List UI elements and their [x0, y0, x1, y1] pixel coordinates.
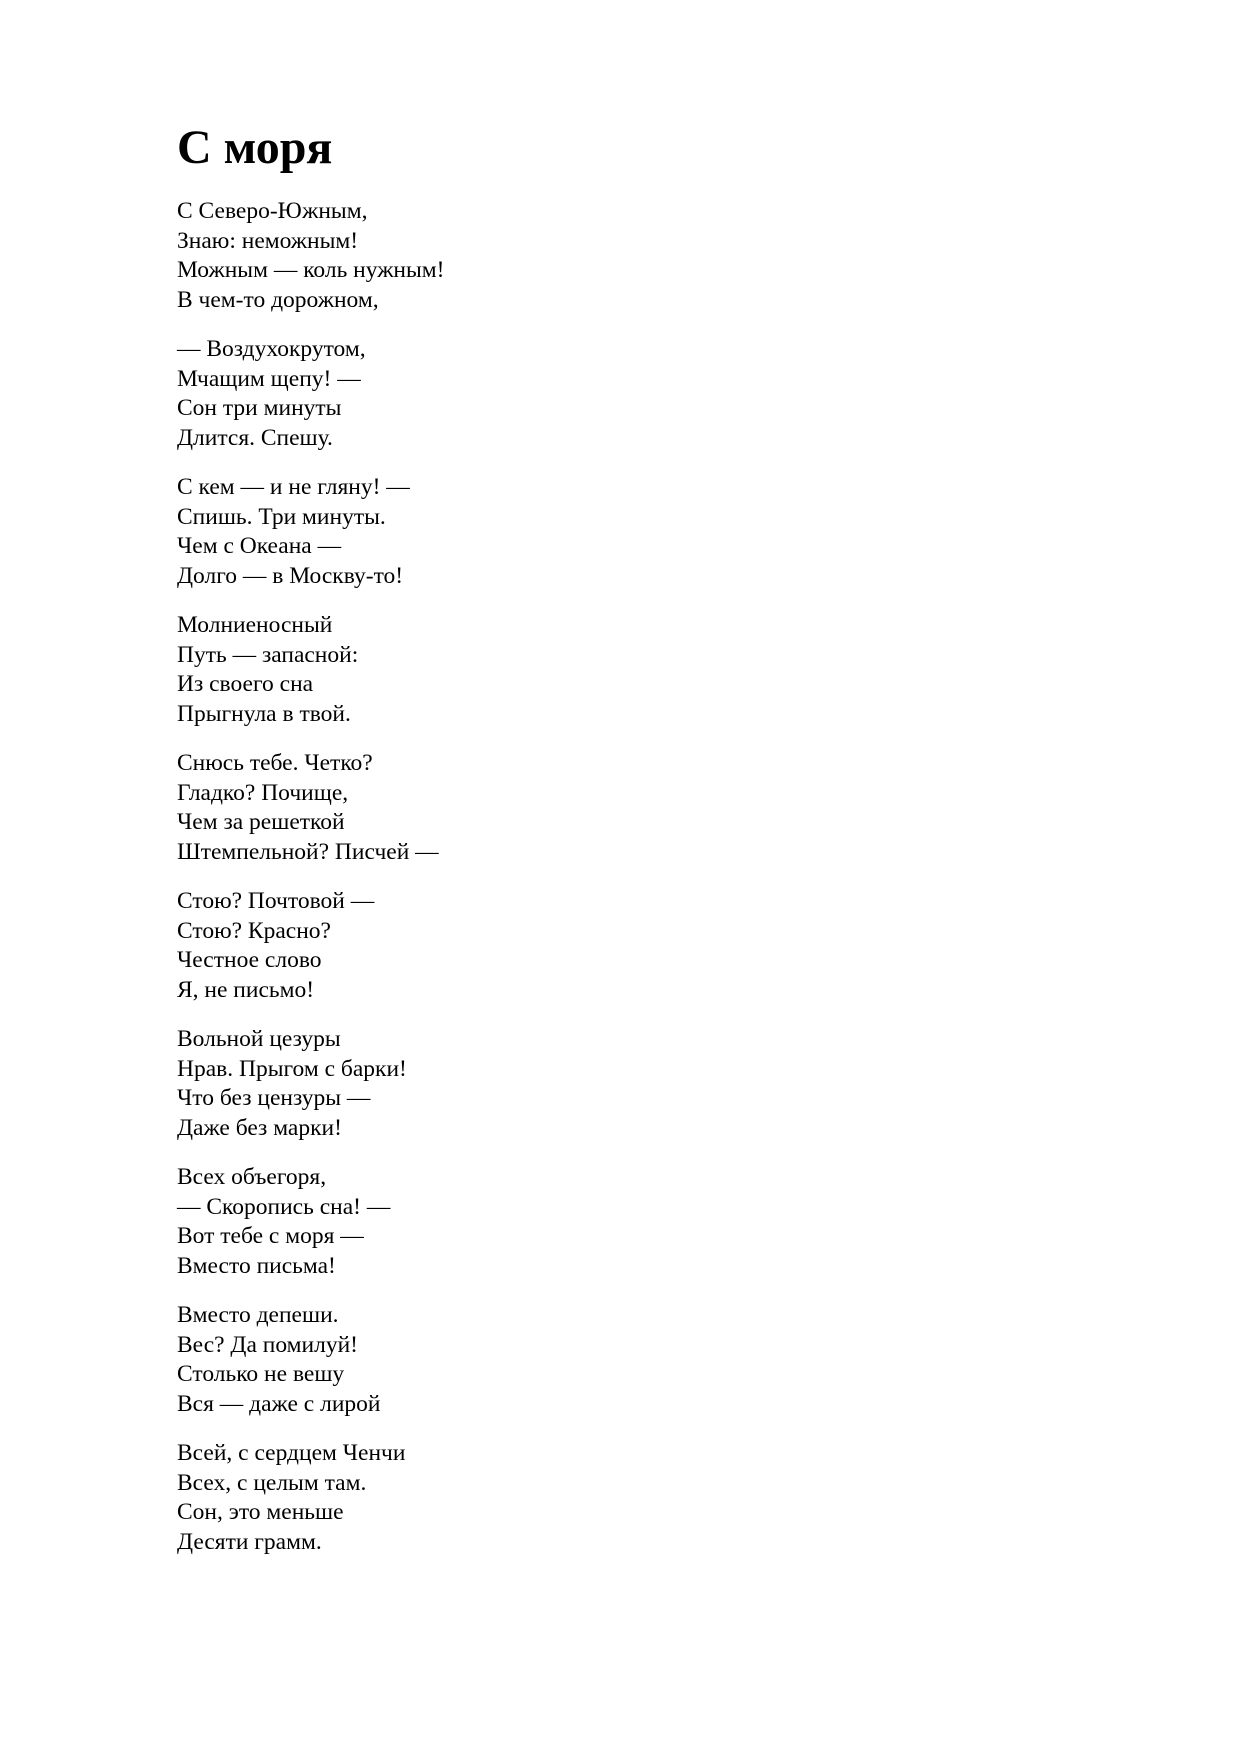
stanza-2	[177, 335, 445, 453]
poem-line: Стою? Почтовой —	[177, 888, 375, 914]
stanza-1	[177, 197, 445, 315]
poem-line: Я, не письмо!	[177, 976, 315, 1003]
poem-line: Сон три минуты	[177, 395, 342, 421]
poem-line: Честное слово	[177, 947, 322, 973]
poem-body	[177, 197, 445, 1577]
poem-line: Вся — даже с лирой	[177, 1390, 381, 1417]
poem-line: Гладко? Почище,	[177, 779, 349, 806]
poem-line: Даже без марки!	[177, 1114, 342, 1141]
poem-line: Нрав. Прыгом с барки!	[177, 1055, 407, 1082]
poem-line: Можным — коль нужным!	[177, 257, 445, 283]
poem-line: Снюсь тебе. Четко?	[177, 750, 373, 776]
stanza-4	[177, 611, 445, 729]
poem-line: С кем — и не гляну! —	[177, 474, 410, 500]
poem-line: Штемпельной? Писчей —	[177, 838, 439, 865]
poem-line: Вот тебе с моря —	[177, 1223, 364, 1249]
poem-line: Длится. Спешу.	[177, 424, 333, 451]
poem-line: Столько не вешу	[177, 1361, 345, 1387]
stanza-7	[177, 1025, 445, 1143]
poem-line: Спишь. Три минуты.	[177, 503, 386, 530]
poem-line: Вес? Да помилуй!	[177, 1331, 358, 1358]
poem-line: С Северо-Южным,	[177, 198, 368, 224]
poem-title: С моря	[177, 121, 333, 174]
poem-line: — Воздухокрутом,	[177, 336, 366, 362]
poem-line: Всех, с целым там.	[177, 1469, 367, 1496]
poem-line: Долго — в Москву-то!	[177, 562, 404, 589]
stanza-10	[177, 1439, 445, 1557]
poem-line: Знаю: неможным!	[177, 227, 359, 254]
poem-line: Вместо письма!	[177, 1252, 336, 1279]
stanza-5	[177, 749, 445, 867]
poem-line: Чем с Океана —	[177, 533, 342, 559]
poem-line: Путь — запасной:	[177, 641, 359, 668]
poem-line: Десяти грамм.	[177, 1528, 322, 1555]
stanza-6	[177, 887, 445, 1005]
poem-line: Из своего сна	[177, 671, 314, 697]
poem-line: Сон, это меньше	[177, 1499, 344, 1525]
poem-line: В чем-то дорожном,	[177, 286, 379, 313]
poem-line: — Скоропись сна! —	[177, 1193, 391, 1220]
poem-line: Мчащим щепу! —	[177, 365, 361, 392]
stanza-3	[177, 473, 445, 591]
stanza-8	[177, 1163, 445, 1281]
poem-line: Молниеносный	[177, 612, 333, 638]
poem-line: Вольной цезуры	[177, 1026, 341, 1052]
poem-line: Стою? Красно?	[177, 917, 331, 944]
poem-line: Прыгнула в твой.	[177, 700, 351, 727]
poem-line: Вместо депеши.	[177, 1302, 339, 1328]
poem-line: Всей, с сердцем Ченчи	[177, 1440, 406, 1466]
poem-line: Чем за решеткой	[177, 809, 345, 835]
poem-line: Что без цензуры —	[177, 1085, 371, 1111]
poem-line: Всех объегоря,	[177, 1164, 327, 1190]
stanza-9	[177, 1301, 445, 1419]
